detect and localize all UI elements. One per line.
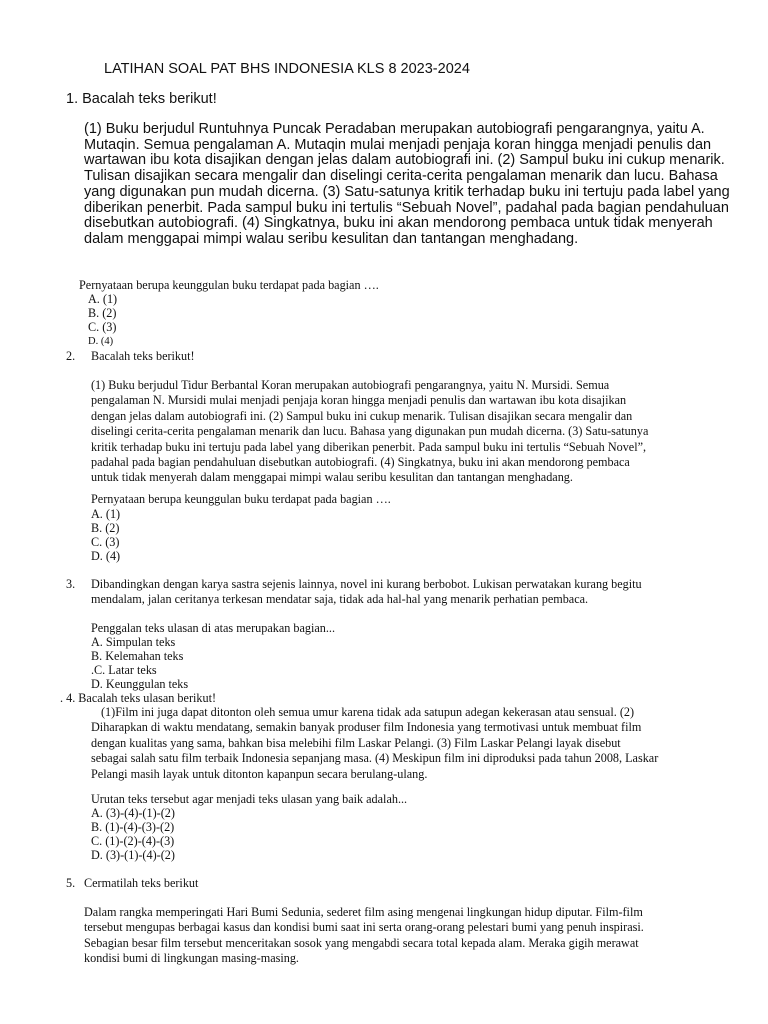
q2-passage-line: diselingi cerita-cerita pengalaman menarik dan lucu. Bahasa yang digunakan pun mudah dicerna. (3) Satu-satunya <box>91 424 649 439</box>
q2-passage-line: dengan jelas dalam autobiografi ini. (2) Sampul buku ini cukup menarik. Tulisan disajikan secara mengalir dan <box>91 408 633 423</box>
q2-passage-line: kritik terhadap buku ini tertuju pada label yang diberikan penerbit. Pada sampul buku ini tertulis “Sebuah Novel”, <box>91 439 647 454</box>
q5-passage <box>84 905 644 967</box>
q2-number: 2. <box>66 349 76 363</box>
q4-option-d: D. (3)-(1)-(4)-(2) <box>91 848 175 862</box>
q4-question: Urutan teks tersebut agar menjadi teks ulasan yang baik adalah... <box>91 792 408 806</box>
q5-passage-line: tersebut mengupas berbagai kasus dan kondisi bumi saat ini serta orang-orang pelestari bumi yang penuh inspirasi. <box>84 920 644 935</box>
q4-passage-line: sebagai salah satu film terbaik Indonesia sepanjang masa. (4) Meskipun film ini diproduksi pada tahun 2008, Laskar <box>91 751 659 766</box>
q4-passage-line: Pelangi masih layak untuk ditonton kapanpun secara berulang-ulang. <box>91 766 428 781</box>
q5-passage-line: Sebagian besar film tersebut menceritakan sosok yang mengabdi secara total kepada alam. Meraka gigih merawat <box>84 935 639 950</box>
q3-option-b: B. Kelemahan teks <box>91 649 184 663</box>
q3-question: Penggalan teks ulasan di atas merupakan bagian... <box>91 621 336 635</box>
q1-option-c: C. (3) <box>88 320 117 334</box>
q1-passage: (1) Buku berjudul Runtuhnya Puncak Peradaban merupakan autobiografi pengarangnya, yaitu A. Mutaqin. Semua pengalaman A. Mutaqin mulai menjadi penjaja koran hingga menjadi penulis dan wartawan ibu kota disajikan dengan jelas dalam autobiografi ini. (2) Sampul buku ini cukup menarik. Tulisan disajikan secara mengalir dan diselingi cerita-cerita pengalaman menarik dan lucu. Bahasa yang digunakan pun mudah dicerna. (3) Satu-satunya kritik terhadap buku ini tertuju pada label yang diberikan penerbit. Pada sampul buku ini tertulis “Sebuah Novel”, padahal pada bagian pendahuluan disebutkan autobiografi. (4) Singkatnya, buku ini akan mendorong pembaca untuk tidak menyerah dalam menggapai mimpi walau seribu kesulitan dan tantangan menghadang. <box>84 121 730 247</box>
q2-option-b: B. (2) <box>91 521 120 535</box>
page-title: LATIHAN SOAL PAT BHS INDONESIA KLS 8 2023-2024 <box>104 61 470 77</box>
q2-option-a: A. (1) <box>91 507 121 521</box>
q2-passage-line: (1) Buku berjudul Tidur Berbantal Koran merupakan autobiografi pengarangnya, yaitu N. Mursidi. Semua <box>91 378 610 392</box>
q2-option-d: D. (4) <box>91 549 121 563</box>
q5-passage-line: Dalam rangka memperingati Hari Bumi Sedunia, sederet film asing mengenai lingkungan hidup diputar. Film-film <box>84 905 643 919</box>
q5-number: 5. <box>66 876 76 890</box>
q4-passage-line: Diharapkan di waktu mendatang, semakin banyak produser film Indonesia yang termotivasi untuk membuat film <box>91 720 642 735</box>
q2-statement: Pernyataan berupa keunggulan buku terdapat pada bagian …. <box>91 492 391 506</box>
q4-option-a: A. (3)-(4)-(1)-(2) <box>91 806 175 820</box>
q2-passage-line: pengalaman N. Mursidi mulai menjadi penjaja koran hingga menjadi penulis dan wartawan ibu kota disajikan <box>91 393 627 408</box>
q4-passage-line: dengan kualitas yang sama, bahkan bisa melebihi film Laskar Pelangi. (3) Film Laskar Pelangi layak disebut <box>91 735 621 750</box>
q3-passage-line: Dibandingkan dengan karya sastra sejenis lainnya, novel ini kurang berbobot. Lukisan perwatakan kurang begitu <box>91 577 642 591</box>
q3-passage-line: mendalam, jalan ceritanya terkesan mendatar saja, tidak ada hal-hal yang menarik perhatian pembaca. <box>91 592 589 607</box>
q2-passage <box>91 378 648 486</box>
q1-option-d: D. (4) <box>88 336 114 347</box>
q4-option-c: C. (1)-(2)-(4)-(3) <box>91 834 175 848</box>
q4-option-b: B. (1)-(4)-(3)-(2) <box>91 820 175 834</box>
q3-option-c: .C. Latar teks <box>91 663 157 677</box>
q2-passage-line: untuk tidak menyerah dalam menggapai mimpi walau seribu kesulitan dan tantangan menghadang. <box>91 470 573 485</box>
q3-passage <box>91 577 642 608</box>
q3-option-a: A. Simpulan teks <box>91 635 176 649</box>
q5-heading: Cermatilah teks berikut <box>84 876 199 890</box>
q1-option-b: B. (2) <box>88 306 117 320</box>
q3-option-d: D. Keunggulan teks <box>91 677 189 691</box>
q1-heading: 1. Bacalah teks berikut! <box>66 91 217 107</box>
q2-option-c: C. (3) <box>91 535 120 549</box>
q5-passage-line: kondisi bumi di lingkungan masing-masing. <box>84 951 299 966</box>
q1-statement: Pernyataan berupa keunggulan buku terdapat pada bagian …. <box>79 278 379 292</box>
q2-heading: Bacalah teks berikut! <box>91 349 195 363</box>
q1-option-a: A. (1) <box>88 292 118 306</box>
q4-heading: . 4. Bacalah teks ulasan berikut! <box>60 691 217 705</box>
q3-number: 3. <box>66 577 76 591</box>
q4-passage-line: (1)Film ini juga dapat ditonton oleh semua umur karena tidak ada satupun adegan kekerasan atau sensual. (2) <box>101 705 635 719</box>
q2-passage-line: padahal pada bagian pendahuluan disebutkan autobiografi. (4) Singkatnya, buku ini akan mendorong pembaca <box>91 455 630 470</box>
q4-passage <box>91 705 658 782</box>
